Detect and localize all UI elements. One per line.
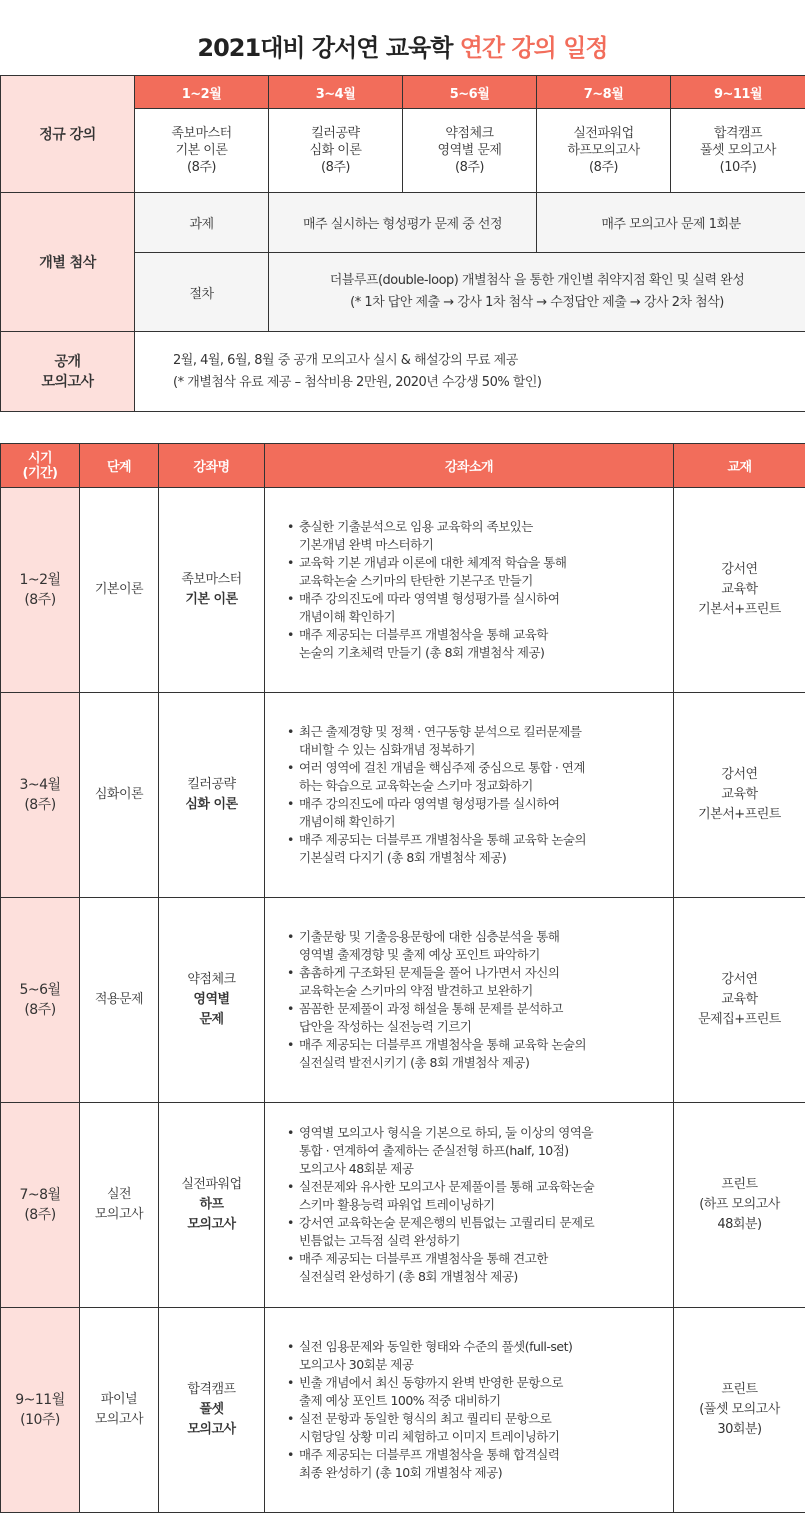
stage-cell: 심화이론 bbox=[80, 693, 159, 898]
course-intro-cell bbox=[265, 693, 674, 898]
regular-lecture-line: 약점체크 bbox=[445, 126, 494, 141]
intro-bullet: • 매주 강의진도에 따라 영역별 형성평가를 실시하여 개념이해 확인하기 bbox=[287, 795, 673, 831]
public-mock-description bbox=[135, 332, 805, 412]
period-cell: 1~2월 (8주) bbox=[1, 488, 80, 693]
procedure-description bbox=[269, 253, 805, 332]
course-row bbox=[1, 898, 805, 1103]
col-header-period: 시기 (기간) bbox=[1, 444, 80, 488]
period-cell: 7~8월 (8주) bbox=[1, 1103, 80, 1308]
textbook-cell: 프린트 (풀셋 모의고사 30회분) bbox=[674, 1308, 805, 1513]
regular-lecture-line: (8주) bbox=[455, 160, 484, 175]
textbook-cell: 프린트 (하프 모의고사 48회분) bbox=[674, 1103, 805, 1308]
month-header: 1~2월 bbox=[135, 76, 269, 109]
regular-lecture-line: 기본 이론 bbox=[175, 143, 228, 158]
period-cell: 5~6월 (8주) bbox=[1, 898, 80, 1103]
month-header: 3~4월 bbox=[269, 76, 403, 109]
intro-bullet: • 매주 제공되는 더블루프 개별첨삭을 통해 견고한 실전실력 완성하기 (총 8회 개별첨삭 제공) bbox=[287, 1250, 673, 1286]
procedure-line: 더블루프(double-loop) 개별첨삭 을 통한 개인별 취약지점 확인 및 실력 완성 bbox=[329, 273, 745, 288]
course-name-cell: 약점체크 영역별 문제 bbox=[159, 898, 265, 1103]
regular-lecture-cell bbox=[403, 109, 537, 193]
page-title bbox=[0, 28, 805, 63]
course-intro-cell bbox=[265, 1103, 674, 1308]
course-name-cell: 실전파워업 하프 모의고사 bbox=[159, 1103, 265, 1308]
regular-lecture-line: (10주) bbox=[719, 160, 757, 175]
course-row bbox=[1, 1103, 805, 1308]
task-weekly-mock: 매주 모의고사 문제 1회분 bbox=[537, 193, 805, 253]
regular-lecture-line: 합격캠프 bbox=[713, 126, 763, 141]
procedure-label: 절차 bbox=[135, 253, 269, 332]
public-mock-label: 공개 모의고사 bbox=[1, 332, 135, 412]
regular-lecture-line: (8주) bbox=[187, 160, 216, 175]
title-main: 2021대비 강서연 교육학 bbox=[197, 34, 460, 62]
regular-lecture-line: 심화 이론 bbox=[309, 143, 362, 158]
individual-feedback-label: 개별 첨삭 bbox=[1, 193, 135, 332]
stage-cell: 파이널 모의고사 bbox=[80, 1308, 159, 1513]
course-row bbox=[1, 488, 805, 693]
textbook-cell: 강서연 교육학 문제집+프린트 bbox=[674, 898, 805, 1103]
intro-bullet: • 매주 제공되는 더블루프 개별첨삭을 통해 교육학 논술의 실전실력 발전시키기 (총 8회 개별첨삭 제공) bbox=[287, 1036, 673, 1072]
course-row bbox=[1, 693, 805, 898]
intro-bullet: • 최근 출제경향 및 정책 · 연구동향 분석으로 킬러문제를 대비할 수 있는 심화개념 정복하기 bbox=[287, 723, 673, 759]
stage-cell: 실전 모의고사 bbox=[80, 1103, 159, 1308]
regular-lecture-line: 하프모의고사 bbox=[567, 143, 640, 158]
intro-bullet: • 매주 제공되는 더블루프 개별첨삭을 통해 합격실력 최종 완성하기 (총 10회 개별첨삭 제공) bbox=[287, 1446, 673, 1482]
intro-bullet: • 촘촘하게 구조화된 문제들을 풀어 나가면서 자신의 교육학논술 스키마의 약점 발견하고 보완하기 bbox=[287, 964, 673, 1000]
regular-lecture-line: 영역별 문제 bbox=[437, 143, 502, 158]
intro-bullet: • 빈출 개념에서 최신 동향까지 완벽 반영한 문항으로 출제 예상 포인트 100% 적중 대비하기 bbox=[287, 1374, 673, 1410]
task-weekly-formative: 매주 실시하는 형성평가 문제 중 선정 bbox=[269, 193, 537, 253]
intro-bullet: • 매주 제공되는 더블루프 개별첨삭을 통해 교육학 논술의 기초체력 만들기 (총 8회 개별첨삭 제공) bbox=[287, 626, 673, 662]
public-mock-line: (* 개별첨삭 유료 제공 – 첨삭비용 2만원, 2020년 수강생 50% 할인) bbox=[173, 374, 542, 390]
course-row bbox=[1, 1308, 805, 1513]
intro-bullet: • 기출문항 및 기출응용문항에 대한 심층분석을 통해 영역별 출제경향 및 출제 예상 포인트 파악하기 bbox=[287, 928, 673, 964]
course-intro-cell bbox=[265, 488, 674, 693]
intro-bullet: • 매주 제공되는 더블루프 개별첨삭을 통해 교육학 논술의 기본실력 다지기 (총 8회 개별첨삭 제공) bbox=[287, 831, 673, 867]
regular-lecture-cell bbox=[135, 109, 269, 193]
intro-bullet: • 실전 문항과 동일한 형식의 최고 퀄리티 문항으로 시험당일 상황 미리 체험하고 이미지 트레이닝하기 bbox=[287, 1410, 673, 1446]
month-header: 7~8월 bbox=[537, 76, 671, 109]
regular-lecture-cell bbox=[269, 109, 403, 193]
intro-bullet: • 교육학 기본 개념과 이론에 대한 체계적 학습을 통해 교육학논술 스키마의 탄탄한 기본구조 만들기 bbox=[287, 554, 673, 590]
col-header-name: 강좌명 bbox=[159, 444, 265, 488]
intro-bullet: • 매주 강의진도에 따라 영역별 형성평가를 실시하여 개념이해 확인하기 bbox=[287, 590, 673, 626]
intro-bullet: • 실전문제와 유사한 모의고사 문제풀이를 통해 교육학논술 스키마 활용능력 파워업 트레이닝하기 bbox=[287, 1178, 673, 1214]
col-header-intro: 강좌소개 bbox=[265, 444, 674, 488]
regular-lecture-line: 풀셋 모의고사 bbox=[700, 143, 776, 158]
course-intro-cell bbox=[265, 898, 674, 1103]
intro-bullet: • 꼼꼼한 문제풀이 과정 해설을 통해 문제를 분석하고 답안을 작성하는 실전능력 기르기 bbox=[287, 1000, 673, 1036]
intro-bullet: • 강서연 교육학논술 문제은행의 빈틈없는 고퀄리티 문제로 빈틈없는 고득점 실력 완성하기 bbox=[287, 1214, 673, 1250]
col-header-book: 교재 bbox=[674, 444, 805, 488]
task-label: 과제 bbox=[135, 193, 269, 253]
textbook-cell: 강서연 교육학 기본서+프린트 bbox=[674, 488, 805, 693]
course-intro-cell bbox=[265, 1308, 674, 1513]
course-name-cell: 합격캠프 풀셋 모의고사 bbox=[159, 1308, 265, 1513]
regular-lecture-line: 족보마스터 bbox=[171, 126, 232, 141]
regular-lecture-line: (8주) bbox=[589, 160, 618, 175]
annual-schedule-table bbox=[0, 75, 805, 412]
intro-bullet: • 여러 영역에 걸친 개념을 핵심주제 중심으로 통합 · 연계 하는 학습으로 교육학논술 스키마 정교화하기 bbox=[287, 759, 673, 795]
col-header-stage: 단계 bbox=[80, 444, 159, 488]
month-header: 9~11월 bbox=[671, 76, 805, 109]
procedure-line: (* 1차 답안 제출 → 강사 1차 첨삭 → 수정답안 제출 → 강사 2차 첨삭) bbox=[350, 295, 724, 310]
title-accent: 연간 강의 일정 bbox=[459, 34, 608, 62]
regular-lecture-line: 킬러공략 bbox=[311, 126, 360, 141]
textbook-cell: 강서연 교육학 기본서+프린트 bbox=[674, 693, 805, 898]
stage-cell: 적용문제 bbox=[80, 898, 159, 1103]
intro-bullet: • 영역별 모의고사 형식을 기본으로 하되, 둘 이상의 영역을 통합 · 연계하여 출제하는 준실전형 하프(half, 10점) 모의고사 48회분 제공 bbox=[287, 1124, 673, 1178]
course-name-cell: 킬러공략 심화 이론 bbox=[159, 693, 265, 898]
regular-lecture-cell bbox=[537, 109, 671, 193]
intro-bullet: • 충실한 기출분석으로 임용 교육학의 족보있는 기본개념 완벽 마스터하기 bbox=[287, 518, 673, 554]
period-cell: 9~11월 (10주) bbox=[1, 1308, 80, 1513]
regular-lecture-label: 정규 강의 bbox=[1, 76, 135, 193]
intro-bullet: • 실전 임용문제와 동일한 형태와 수준의 풀셋(full-set) 모의고사 30회분 제공 bbox=[287, 1338, 673, 1374]
public-mock-line: 2월, 4월, 6월, 8월 중 공개 모의고사 실시 & 해설강의 무료 제공 bbox=[173, 352, 518, 368]
period-cell: 3~4월 (8주) bbox=[1, 693, 80, 898]
regular-lecture-cell bbox=[671, 109, 805, 193]
course-detail-table bbox=[0, 443, 805, 1513]
stage-cell: 기본이론 bbox=[80, 488, 159, 693]
course-name-cell: 족보마스터 기본 이론 bbox=[159, 488, 265, 693]
regular-lecture-line: 실전파워업 bbox=[573, 126, 634, 141]
regular-lecture-line: (8주) bbox=[321, 160, 350, 175]
month-header: 5~6월 bbox=[403, 76, 537, 109]
